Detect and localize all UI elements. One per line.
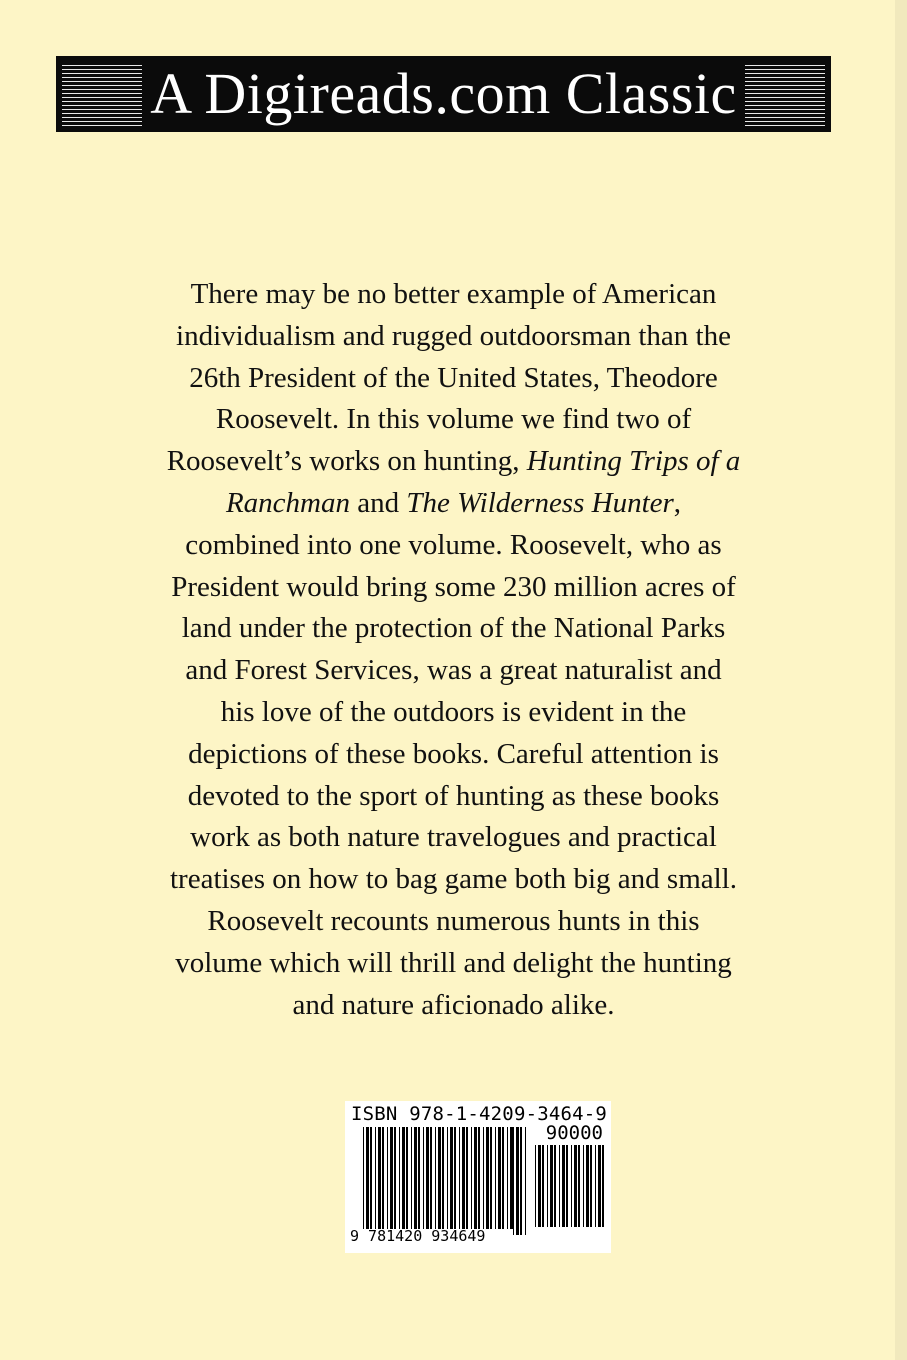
blurb-line [110,859,797,901]
barcode-bar [442,1127,444,1229]
barcode-bar [516,1127,519,1235]
blurb-line [110,943,797,985]
barcode-bar [466,1127,468,1229]
barcode-bar [535,1145,536,1227]
barcode-bar [510,1127,513,1229]
barcode-bar [490,1127,492,1229]
barcode-bar [538,1145,541,1227]
blurb-line [110,776,797,818]
barcode-bar [547,1145,548,1227]
barcode-bar [513,1127,514,1235]
blurb-text: 26th President of the United States, Theodore [189,361,718,394]
barcode-bar [542,1145,544,1227]
blurb-text: Roosevelt recounts numerous hunts in this [207,904,700,937]
barcode-bar [375,1127,376,1229]
barcode-bar [586,1145,589,1227]
blurb-text: There may be no better example of American [190,278,717,310]
book-title-italic: The Wilderness Hunter [406,486,674,519]
barcode-bar [454,1127,456,1229]
blurb-line [110,525,797,567]
blurb-text: combined into one volume. Roosevelt, who as [185,528,722,561]
barcode-bar [366,1127,369,1229]
barcode-bar [483,1127,484,1229]
barcode-bar [478,1127,480,1229]
back-cover-blurb [110,274,797,1026]
blurb-line [110,399,797,441]
barcode-bar [450,1127,453,1229]
barcode-bar [447,1127,448,1229]
blurb-text: devoted to the sport of hunting as these books [187,779,720,812]
blurb-text: volume which will thrill and delight the hunting [175,946,732,979]
barcode-bar [459,1127,460,1229]
barcode-bar [474,1127,477,1229]
blurb-text: individualism and rugged outdoorsman than the [176,319,731,352]
blurb-text: and nature aficionado alike. [292,988,615,1021]
barcode-bar [387,1127,388,1229]
barcode-bar [435,1127,436,1229]
barcode-bar [378,1127,381,1229]
blurb-line [110,692,797,734]
barcode-bar [390,1127,393,1229]
blurb-text: treatises on how to bag game both big and small. [169,863,737,896]
barcode-bar [583,1145,584,1227]
blurb-line [110,358,797,400]
barcode-bar [414,1127,417,1229]
barcode-bar [520,1127,522,1235]
barcode-bar [394,1127,396,1229]
barcode-bar [502,1127,504,1229]
barcode-bar [554,1145,556,1227]
barcode-bar [423,1127,424,1229]
banner-title-text: A Digireads.com Classic [142,61,745,126]
barcode-bar [406,1127,408,1229]
price-code: 90000 [545,1122,603,1144]
blurb-line [110,817,797,859]
blurb-line [110,734,797,776]
blurb-line [110,483,797,525]
barcode-bar [438,1127,441,1229]
cover-edge [895,0,907,1360]
blurb-line [110,985,797,1027]
blurb-text: and [349,486,407,519]
barcode-bar [578,1145,580,1227]
barcode-bar [486,1127,489,1229]
blurb-text: , [673,486,682,519]
blurb-text: his love of the outdoors is evident in the [220,695,687,728]
isbn-label: ISBN 978-1-4209-3464-9 [351,1103,608,1125]
blurb-line [110,650,797,692]
barcode-bar [574,1145,577,1227]
blurb-text: Roosevelt’s works on hunting, [166,445,527,478]
barcode-bar [602,1145,604,1227]
barcode-bar [402,1127,405,1229]
barcode-bar [525,1127,526,1235]
blurb-text: work as both nature travelogues and practical [190,821,717,854]
blurb-line [110,441,797,483]
banner-title [56,56,831,132]
barcode-bar [462,1127,465,1229]
book-title-italic: Hunting Trips of a [526,445,741,478]
barcode-bar [495,1127,496,1229]
barcode-bar [550,1145,553,1227]
blurb-text: and Forest Services, was a great naturalist and [185,654,722,687]
barcode-bar [598,1145,601,1227]
barcode-bar [595,1145,596,1227]
barcode-bar [590,1145,592,1227]
blurb-line [110,274,797,316]
barcode-bar [411,1127,412,1229]
publisher-banner [56,56,831,132]
barcode-bar [471,1127,472,1229]
blurb-line [110,608,797,650]
barcode-bar [559,1145,560,1227]
barcode-bar [370,1127,372,1229]
blurb-text: depictions of these books. Careful attention is [188,737,719,770]
ean-digits: 9 781420 934649 [350,1227,486,1245]
blurb-line [110,316,797,358]
barcode-bar [507,1127,508,1229]
blurb-line [110,567,797,609]
book-title-italic: Ranchman [225,486,350,519]
barcode-bar [399,1127,400,1229]
barcode-bar [562,1145,565,1227]
barcode-bar [363,1127,364,1229]
blurb-text: land under the protection of the National Parks [181,612,726,645]
barcode-bar [382,1127,384,1229]
barcode-bar [498,1127,501,1229]
blurb-line [110,901,797,943]
blurb-text: Roosevelt. In this volume we find two of [215,403,692,436]
barcode-bar [418,1127,420,1229]
isbn-barcode [345,1101,611,1253]
barcode-bar [566,1145,568,1227]
barcode-bar [426,1127,429,1229]
barcode-bar [571,1145,572,1227]
barcode-bar [430,1127,432,1229]
blurb-text: President would bring some 230 million acres of [171,570,736,603]
